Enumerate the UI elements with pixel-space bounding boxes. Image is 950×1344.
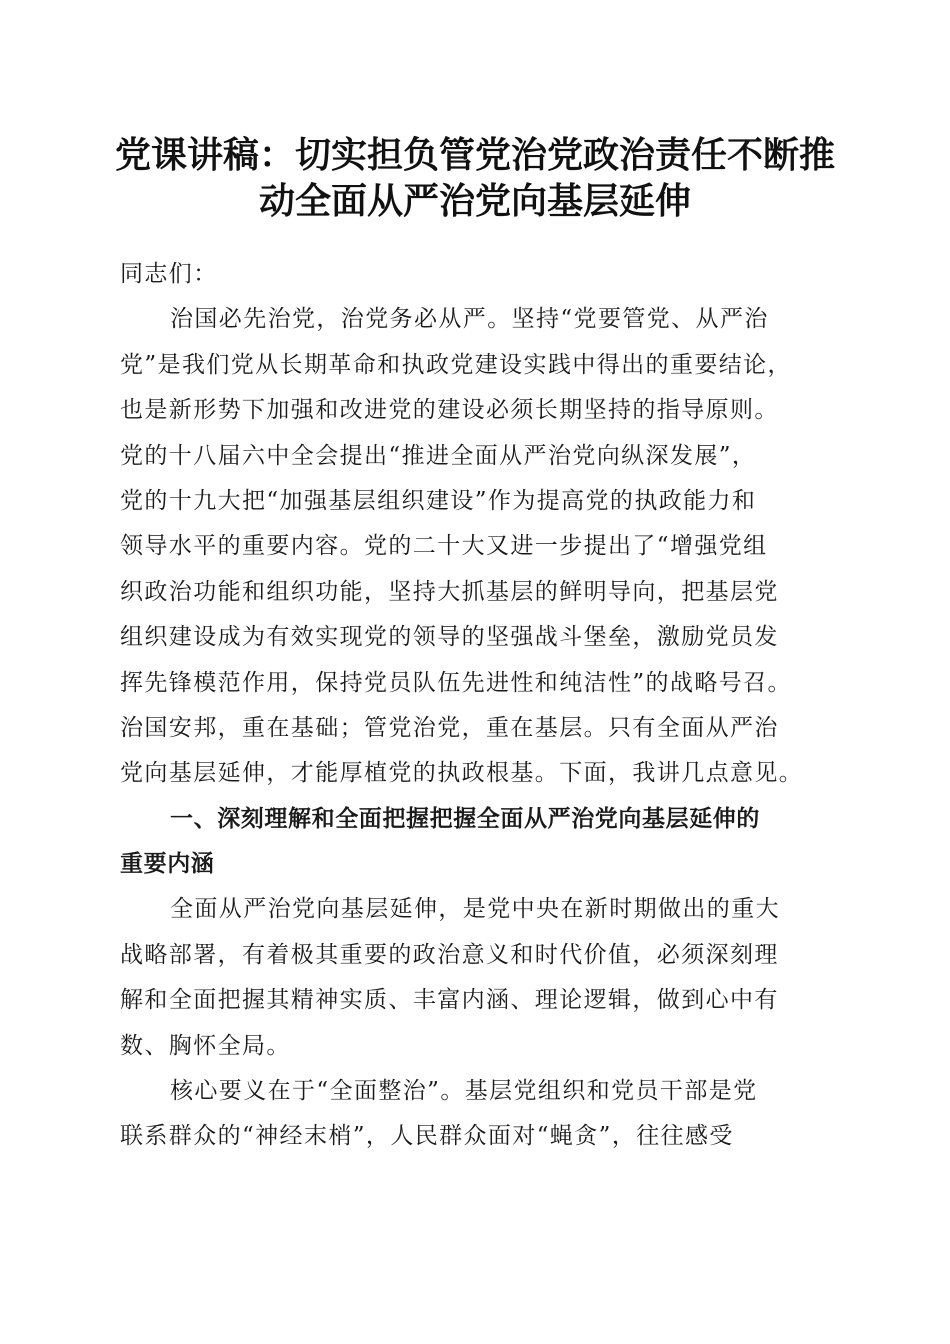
section-heading: 重要内涵 [120,851,215,878]
paragraph-line: 党的十九大把“加强基层组织建设”作为提高党的执政能力和 [120,487,757,514]
paragraph-line: 全面从严治党向基层延伸，是党中央在新时期做出的重大 [170,896,780,923]
salutation: 同志们： [120,261,218,287]
paragraph-line: 解和全面把握其精神实质、丰富内涵、理论逻辑，做到心中有 [120,987,779,1014]
paragraph-line: 数、胸怀全局。 [120,1032,291,1059]
paragraph-line: 核心要义在于“全面整治”。基层党组织和党员干部是党 [170,1078,758,1105]
title-line: 党课讲稿：切实担负管党治党政治责任不断推 [114,134,835,176]
paragraph-line: 挥先锋模范作用，保持党员队伍先进性和纯洁性”的战略号召。 [120,669,792,696]
paragraph-line: 领导水平的重要内容。党的二十大又进一步提出了“增强党组 [120,533,768,560]
paragraph-line: 治国安邦，重在基础；管党治党，重在基层。只有全面从严治 [120,714,779,741]
paragraph-line: 织政治功能和组织功能，坚持大抓基层的鲜明导向，把基层党 [120,578,779,605]
section-heading: 一、深刻理解和全面把握把握全面从严治党向基层延伸的 [170,805,760,832]
document-body [120,252,840,1160]
paragraph-line: 组织建设成为有效实现党的领导的坚强战斗堡垒，激励党员发 [120,624,779,651]
paragraph-line: 党向基层延伸，才能厚植党的执政根基。下面，我讲几点意见。 [120,760,804,787]
paragraph-line: 党的十八届六中全会提出“推进全面从严治党向纵深发展”， [120,442,757,469]
title-line: 动全面从严治党向基层延伸 [258,180,691,222]
paragraph-line: 也是新形势下加强和改进党的建设必须长期坚持的指导原则。 [120,397,779,424]
document-title [100,132,850,224]
paragraph-line: 党”是我们党从长期革命和执政党建设实践中得出的重要结论， [120,351,792,378]
paragraph-line: 战略部署，有着极其重要的政治意义和时代价值，必须深刻理 [120,941,779,968]
paragraph-line: 治国必先治党，治党务必从严。坚持“党要管党、从严治 [170,306,769,333]
paragraph-line: 联系群众的“神经末梢”，人民群众面对“蝇贪”，往往感受 [120,1123,734,1150]
